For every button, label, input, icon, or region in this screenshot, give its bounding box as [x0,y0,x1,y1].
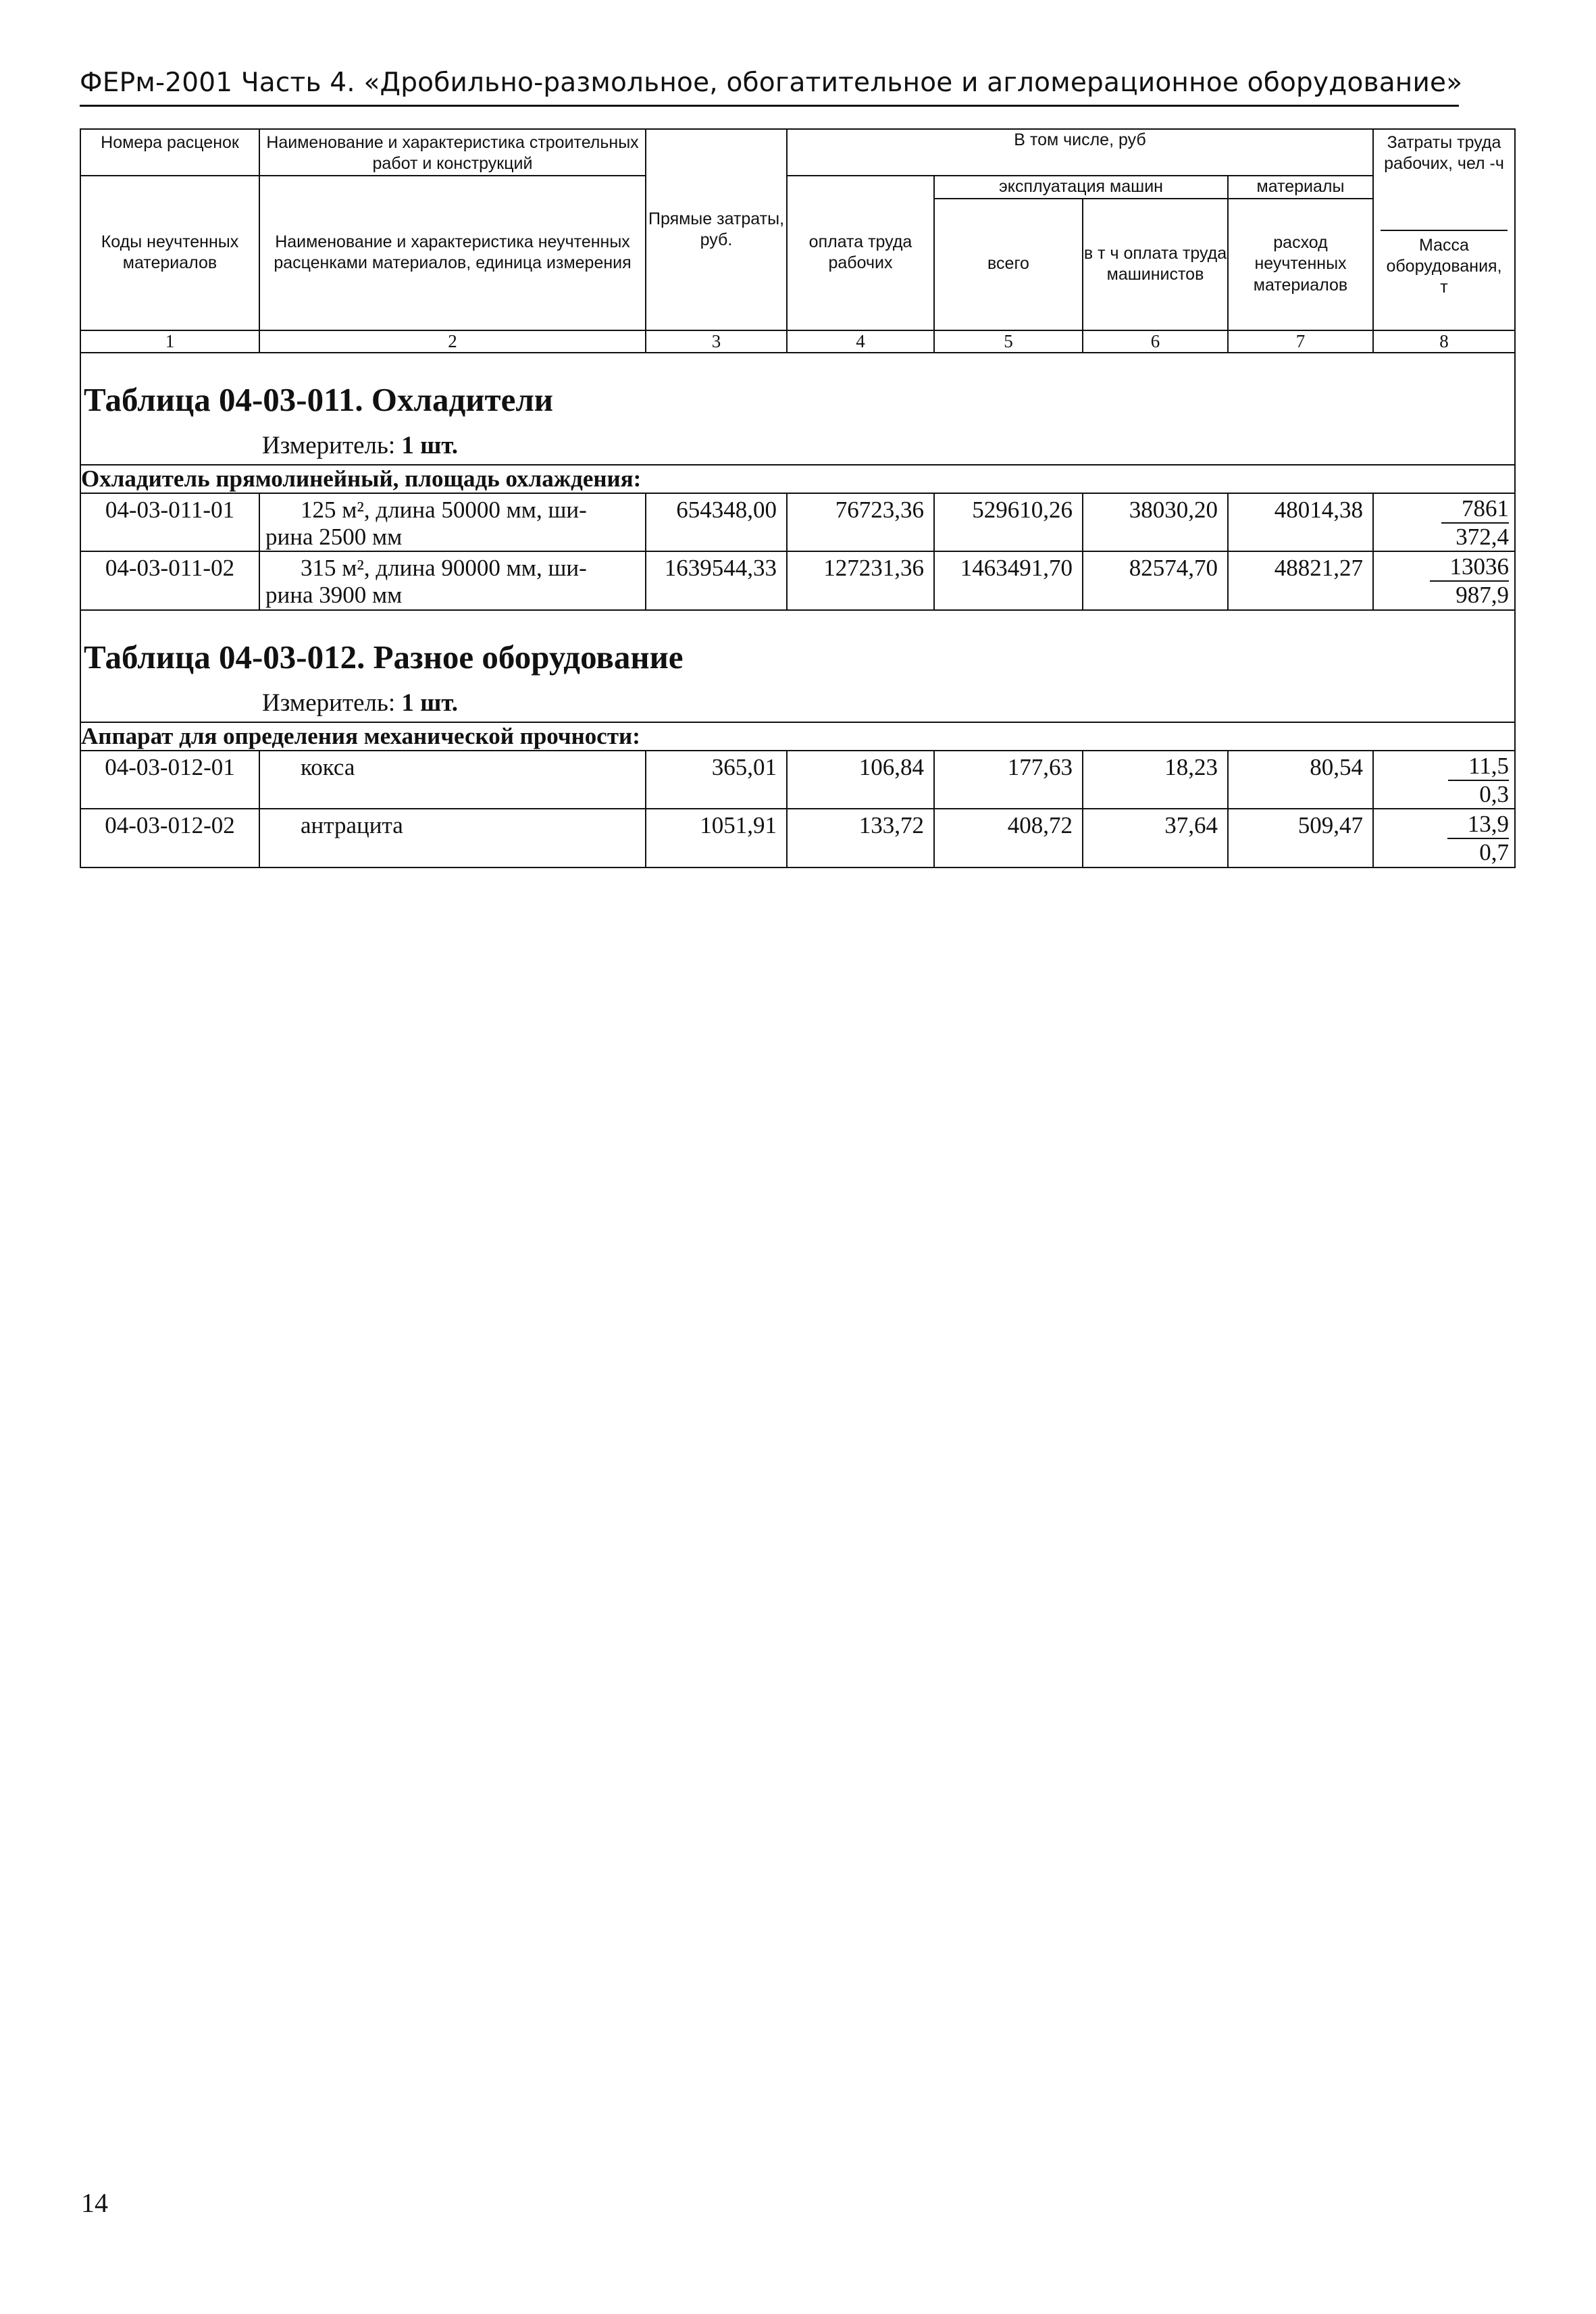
col-num: 6 [1083,330,1228,353]
col-machines-header: эксплуатация машин [934,176,1228,199]
rate-name-line1: 125 м², длина 50000 мм, ши- [301,496,587,523]
unit-line [81,419,1514,464]
col-rate-numbers-header: Номера расценок [80,129,259,176]
col-labor-hours-label: Затраты труда рабочих, чел -ч [1384,133,1504,174]
col-materials-header: материалы [1228,176,1373,199]
labor-pay: 127231,36 [787,551,934,610]
direct-costs: 1639544,33 [646,551,787,610]
rate-name-line2: рина 2500 мм [265,523,403,550]
labor-mass-cell [1373,809,1515,867]
table-row [80,751,1515,809]
rates-table [80,128,1516,868]
machinists-pay: 18,23 [1083,751,1228,809]
column-numbers-row [80,330,1515,353]
direct-costs: 1051,91 [646,809,787,867]
section-title: Таблица 04-03-011. Охладители [84,380,554,418]
materials-cost: 80,54 [1228,751,1373,809]
equipment-mass: 987,9 [1456,582,1509,609]
rate-name: антрацита [259,809,646,867]
table-row [80,551,1515,610]
col-work-name-header: Наименование и характеристика строительных работ и конструкций [259,129,646,176]
labor-pay: 133,72 [787,809,934,867]
labor-pay: 106,84 [787,751,934,809]
group-row [80,722,1515,751]
col-num: 4 [787,330,934,353]
rate-code: 04-03-012-01 [80,751,259,809]
col-machines-total-header: всего [934,199,1083,330]
unit-value: 1 шт. [401,688,459,717]
col-num: 3 [646,330,787,353]
labor-mass-cell [1373,493,1515,552]
group-title: Охладитель прямолинейный, площадь охлаждения: [80,465,1515,493]
machinists-pay: 82574,70 [1083,551,1228,610]
equipment-mass: 0,3 [1479,780,1509,807]
col-num: 2 [259,330,646,353]
page-number: 14 [81,2188,108,2218]
group-row [80,465,1515,493]
labor-pay: 76723,36 [787,493,934,552]
rate-name-line1: 315 м², длина 90000 мм, ши- [301,555,587,581]
col-machinists-pay-header: в т ч оплата труда машинистов [1083,199,1228,330]
equipment-mass: 372,4 [1456,523,1509,550]
labor-hours: 13036 [1430,553,1510,582]
unit-label: Измеритель: [262,688,396,717]
col-num: 8 [1373,330,1515,353]
machines-total: 177,63 [934,751,1083,809]
group-title: Аппарат для определения механической прочности: [80,722,1515,751]
col-unaccounted-materials-header: расход неучтенных материалов [1228,199,1373,330]
col-num: 7 [1228,330,1373,353]
equipment-mass: 0,7 [1479,839,1509,866]
col-labor-pay-header: оплата труда рабочих [787,176,934,330]
table-row [80,493,1515,552]
col-equipment-mass-header [1373,199,1515,330]
col-material-codes-header: Коды неучтенных материалов [80,176,259,330]
rate-name: кокса [259,751,646,809]
machinists-pay: 38030,20 [1083,493,1228,552]
section-heading-row [80,610,1515,722]
col-including-header: В том числе, руб [787,129,1373,176]
machines-total: 529610,26 [934,493,1083,552]
materials-cost: 48014,38 [1228,493,1373,552]
unit-line [81,676,1514,722]
rate-name [259,493,646,552]
unit-value: 1 шт. [401,431,459,459]
col-labor-hours-header [1373,129,1515,199]
page-header: ФЕРм-2001 Часть 4. «Дробильно-размольное, обогатительное и агломерационное оборудование» [80,68,1459,107]
materials-cost: 509,47 [1228,809,1373,867]
rate-code: 04-03-012-02 [80,809,259,867]
rate-name [259,551,646,610]
unit-label: Измеритель: [262,431,396,459]
section-title: Таблица 04-03-012. Разное оборудование [84,638,684,676]
rate-code: 04-03-011-01 [80,493,259,552]
direct-costs: 365,01 [646,751,787,809]
col-num: 5 [934,330,1083,353]
col-num: 1 [80,330,259,353]
col-equipment-mass-label: Масса оборудования, т [1386,235,1502,297]
labor-hours: 7861 [1441,495,1509,524]
labor-hours: 11,5 [1448,753,1509,781]
labor-hours: 13,9 [1447,811,1509,839]
col-direct-costs-header: Прямые затраты, руб. [646,129,787,330]
machinists-pay: 37,64 [1083,809,1228,867]
machines-total: 408,72 [934,809,1083,867]
machines-total: 1463491,70 [934,551,1083,610]
section-heading-row [80,353,1515,465]
rate-code: 04-03-011-02 [80,551,259,610]
table-row [80,809,1515,867]
col-material-name-header: Наименование и характеристика неучтенных расценками материалов, единица измерения [259,176,646,330]
materials-cost: 48821,27 [1228,551,1373,610]
rate-name-line2: рина 3900 мм [265,582,403,609]
labor-mass-cell [1373,551,1515,610]
direct-costs: 654348,00 [646,493,787,552]
labor-mass-cell [1373,751,1515,809]
